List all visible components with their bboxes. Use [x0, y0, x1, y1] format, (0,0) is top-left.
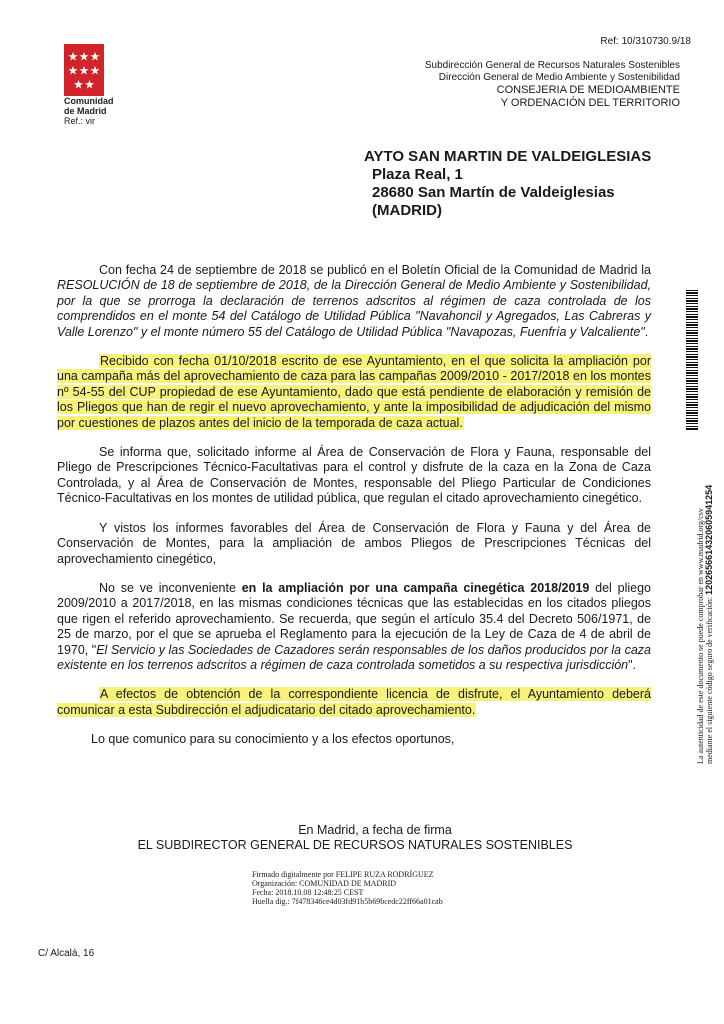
verification-text — [696, 374, 714, 764]
recipient-address — [364, 148, 651, 220]
paragraph-2 — [57, 354, 651, 431]
paragraph-6 — [57, 687, 651, 718]
verification-line2-text: mediante el siguiente código seguro de verificación: — [705, 596, 714, 764]
stamp-line3: Fecha: 2018.10.08 12:48:25 CEST — [252, 888, 364, 897]
logo-line2: de Madrid — [64, 106, 107, 116]
dept-line2: Dirección General de Medio Ambiente y Sostenibilidad — [438, 72, 680, 83]
paragraph-3: Se informa que, solicitado informe al Área de Conservación de Flora y Fauna, responsable del Pliego de Prescripciones Técnico-Facultativas para el control y disfrute de la caza en la Zona de Caza Controlada, y al Área de Conservación de Montes, responsable del Pliego Particular de Condiciones Técnico-Facultativas en los montes de utilidad pública, que regulan el citado aprovechamiento cinegético. — [57, 445, 651, 506]
dept-line3: CONSEJERIA DE MEDIOAMBIENTE — [496, 84, 680, 96]
stamp-line4: Huella dig.: 7f478346ce4d03fd91b5b69bcedc22ff66a01cab — [252, 897, 443, 906]
verification-line2 — [705, 374, 714, 764]
verification-sidebar — [686, 290, 716, 764]
p5-text-e: ". — [628, 657, 637, 672]
paragraph-7: Lo que comunico para su conocimiento y a los efectos oportunos, — [91, 732, 455, 747]
logo-line1: Comunidad — [64, 96, 114, 106]
address-line4: (MADRID) — [372, 202, 442, 219]
paragraph-5 — [57, 581, 651, 673]
p5-text-a: No se ve inconveniente — [99, 580, 242, 595]
address-line2: Plaza Real, 1 — [372, 166, 463, 183]
comunidad-madrid-logo — [64, 44, 114, 126]
logo-ref: Ref.: vir — [64, 116, 96, 126]
reference-number: Ref: 10/310730.9/18 — [600, 36, 691, 47]
p5-quote-italic: El Servicio y las Sociedades de Cazadores serán responsables de los daños producidos por la caza existente en los terrenos adscritos a régimen de caza controlada sometidos a su respectiva jurisdicción — [57, 642, 651, 672]
p5-text-c: del pliego 2009/2010 a 2017/2018, en las mismas condiciones técnicas que las establecidas en los citados pliegos que rigen el referido aprovechamiento. Se recuerda, que según el artículo 35.4 del Decreto 506/1971, de 25 de marzo, por el que se aprueba el Reglamento para la ejecución de la Ley de Caza de 4 de abril de 1970, " — [57, 580, 651, 657]
stamp-line1: Firmado digitalmente por FELIPE RUZA RODRÍGUEZ — [252, 870, 434, 879]
address-line1: AYTO SAN MARTIN DE VALDEIGLESIAS — [364, 148, 652, 165]
dept-line4: Y ORDENACIÓN DEL TERRITORIO — [500, 97, 680, 109]
p1-text-c: . — [644, 324, 649, 339]
stamp-line2: Organización: COMUNIDAD DE MADRID — [252, 879, 397, 888]
letter-body — [57, 263, 651, 770]
p1-text-a: Con fecha 24 de septiembre de 2018 se publicó en el Boletín Oficial de la Comunidad de Madrid la — [99, 263, 651, 277]
p5-bold: en la ampliación por una campaña cinegética 2018/2019 — [241, 580, 590, 595]
p1-resolution-italic: RESOLUCIÓN de 18 de septiembre de 2018, de la Dirección General de Medio Ambiente y Sostenibilidad, por la que se prorroga la declaración de terrenos adscritos al régimen de caza controlada de los comprendidos en el monte 54 del Catálogo de Utilidad Pública "Navahoncil y Agregados, Las Cabreras y Valle Lorenzo" y el monte número 55 del Catálogo de Utilidad Pública "Navapozas, Fuenfría y Valcaliente" — [57, 278, 651, 339]
signature-block — [58, 823, 652, 853]
verification-line1: La autenticidad de este documento se puede comprobar en www.madrid.org/csv — [696, 508, 705, 764]
verification-code: 1202656614320605941254 — [704, 484, 714, 595]
paragraph-4: Y vistos los informes favorables del Área de Conservación de Flora y Fauna y del Área de Conservación de Montes, para la ampliación de ambos Pliegos de Prescripciones Técnicas del aprovechamiento cinegético, — [57, 520, 651, 566]
madrid-flag-stars-icon — [64, 44, 104, 96]
p6-highlighted: A efectos de obtención de la correspondiente licencia de disfrute, el Ayuntamiento deberá comunicar a esta Subdirección el adjudicatario del citado aprovechamiento. — [57, 687, 651, 717]
footer-address: C/ Alcalá, 16 — [38, 948, 95, 959]
signature-date: En Madrid, a fecha de firma — [298, 823, 452, 837]
address-line3: 28680 San Martín de Valdeiglesias — [372, 184, 615, 201]
dept-line1: Subdirección General de Recursos Naturales Sostenibles — [424, 60, 680, 71]
department-header — [425, 60, 680, 110]
signature-title: EL SUBDIRECTOR GENERAL DE RECURSOS NATURALES SOSTENIBLES — [137, 838, 573, 852]
paragraph-1 — [57, 263, 651, 340]
p2-highlighted: Recibido con fecha 01/10/2018 escrito de ese Ayuntamiento, en el que solicita la ampliación por una campaña más del aprovechamiento de caza para las campañas 2009/2010 - 2017/2018 en los montes nº 54-55 del CUP propiedad de ese Ayuntamiento, dado que está pendiente de elaboración y remisión de los Pliegos que han de regir el nuevo aprovechamiento, y ante la imposibilidad de adjudicación del mismo por cuestiones de plazos antes del inicio de la temporada de caza actual. — [57, 354, 651, 430]
digital-signature-stamp — [252, 870, 443, 906]
